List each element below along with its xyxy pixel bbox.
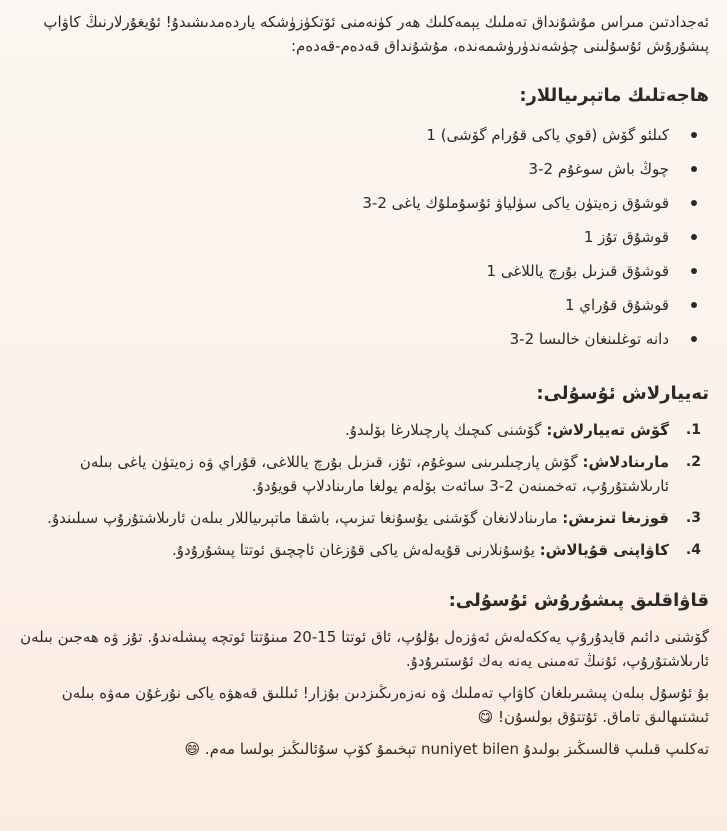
- step-label: گۆش تەييارلاش:: [546, 421, 669, 439]
- step-item: [20, 450, 709, 498]
- cooking-paragraph: گۆشنى دائىم قايدۇرۇپ يەككەلەش ئەۋزەل بۇلۇپ، ئاق ئوتتا 15-20 مىنۇتتا ئوتچە پىشلەندۇ. تۇز ۋە ھەجىن بىلەن ئارىلاشتۇرۇپ، ئۇنىڭ تەمىنى يەنە بەك ئۇستىرۇدۇ.: [20, 628, 709, 670]
- list-item: [20, 220, 709, 254]
- step-text: گۆش پارچىلىرىنى سوغۇم، تۇز، قىزىل بۇرچ ياللاغى، قۇراي ۋە زەيتۈن ياغى بىلەن ئارىلاشتۇرۇپ، تەخمىنەن 2-3 سائەت بۆلەم يولغا مارىنادلاپ قويۇدۇ.: [79, 453, 669, 495]
- step-text: گۆشنى كىچىك پارچىلارغا بۆلىدۇ.: [344, 421, 547, 439]
- bullet-icon: [691, 200, 697, 206]
- list-item: [20, 186, 709, 220]
- ingredient-text: قوشۇق تۇز 1: [583, 228, 669, 246]
- ingredient-text: قوشۇق زەيتۈن ياكى سۈلياۋ ئۇسۇملۇك ياغى 2-3: [362, 194, 669, 212]
- ingredient-text: قوشۇق قىزىل بۇرچ ياللاغى 1: [486, 262, 669, 280]
- step-label: قوزىغا تىزىش:: [562, 509, 669, 527]
- step-item: [20, 418, 709, 442]
- bullet-icon: [691, 234, 697, 240]
- steps-heading: تەييارلاش ئۇسۇلى:: [536, 383, 709, 404]
- closing-paragraph: بۇ ئۇسۇل بىلەن پىشىرىلغان كاۋاپ تەملىك ۋە نەزەرىڭىزدىن بۇزار! ئىللىق قەھۋە ياكى نۇرغۇن مەۋە بىلەن ئىشتىھالىق تاماق. ئۇتتۇق بولسۇن! 😋: [61, 684, 709, 726]
- bullet-icon: [691, 166, 697, 172]
- steps-list: [20, 418, 709, 562]
- list-item: [20, 322, 709, 356]
- bullet-icon: [691, 268, 697, 274]
- step-number: 4.: [685, 542, 701, 558]
- bullet-icon: [691, 336, 697, 342]
- intro-paragraph: ئەجدادتىن مىراس مۇشۇنداق تەملىك يېمەكلىك ھەر كۈنەمنى ئۆتكۈزۈشكە ياردەمدىشىدۇ! ئۇيغۇرلارنىڭ كاۋاپ پىشۇرۇش ئۇسۇلىنى چۈشەندۈرۈشمەندە، مۇشۇنداق قەدەم-قەدەم:: [43, 13, 709, 55]
- step-item: [20, 538, 709, 562]
- list-item: [20, 288, 709, 322]
- step-number: 1.: [685, 422, 701, 438]
- step-item: [20, 506, 709, 530]
- list-item: [20, 152, 709, 186]
- step-number: 2.: [685, 454, 701, 470]
- step-text: يۇسۇنلارنى قۇيەلەش ياكى قۇزغان ئاچچىق ئوتتا پىشۇرۇدۇ.: [172, 541, 540, 559]
- step-label: مارىنادلاش:: [582, 453, 669, 471]
- cooking-section: [20, 625, 709, 761]
- bullet-icon: [691, 302, 697, 308]
- step-label: كاۋاپنى قۇيالاش:: [539, 541, 669, 559]
- ingredient-text: كىلئو گۆش (قوي ياكى قۇرام گۆشى) 1: [426, 126, 669, 144]
- ingredient-text: چوڭ باش سوغۇم 2-3: [528, 160, 669, 178]
- step-number: 3.: [685, 510, 701, 526]
- list-item: [20, 254, 709, 288]
- step-text: مارىنادلانغان گۆشنى يۇسۇنغا تىزىپ، باشقا ماتېرىياللار بىلەن ئارىلاشتۇرۇپ سىلىندۇ.: [47, 509, 563, 527]
- closing-note: تەكلىپ قىلىپ قالسىڭىز بولىدۇ nuniyet bilen تېخىمۇ كۆپ سۇئالىڭىز بولسا مەم. 😄: [184, 740, 709, 758]
- list-item: [20, 118, 709, 152]
- bullet-icon: [691, 132, 697, 138]
- cooking-heading: قاۋاقلىق پىشۇرۇش ئۇسۇلى:: [448, 590, 709, 611]
- ingredient-text: قوشۇق قۇراي 1: [564, 296, 669, 314]
- ingredients-list: [20, 118, 709, 356]
- ingredients-heading: ھاجەتلىك ماتېرىياللار:: [519, 85, 709, 106]
- ingredient-text: دانە توغلىنغان خالىسا 2-3: [509, 330, 669, 348]
